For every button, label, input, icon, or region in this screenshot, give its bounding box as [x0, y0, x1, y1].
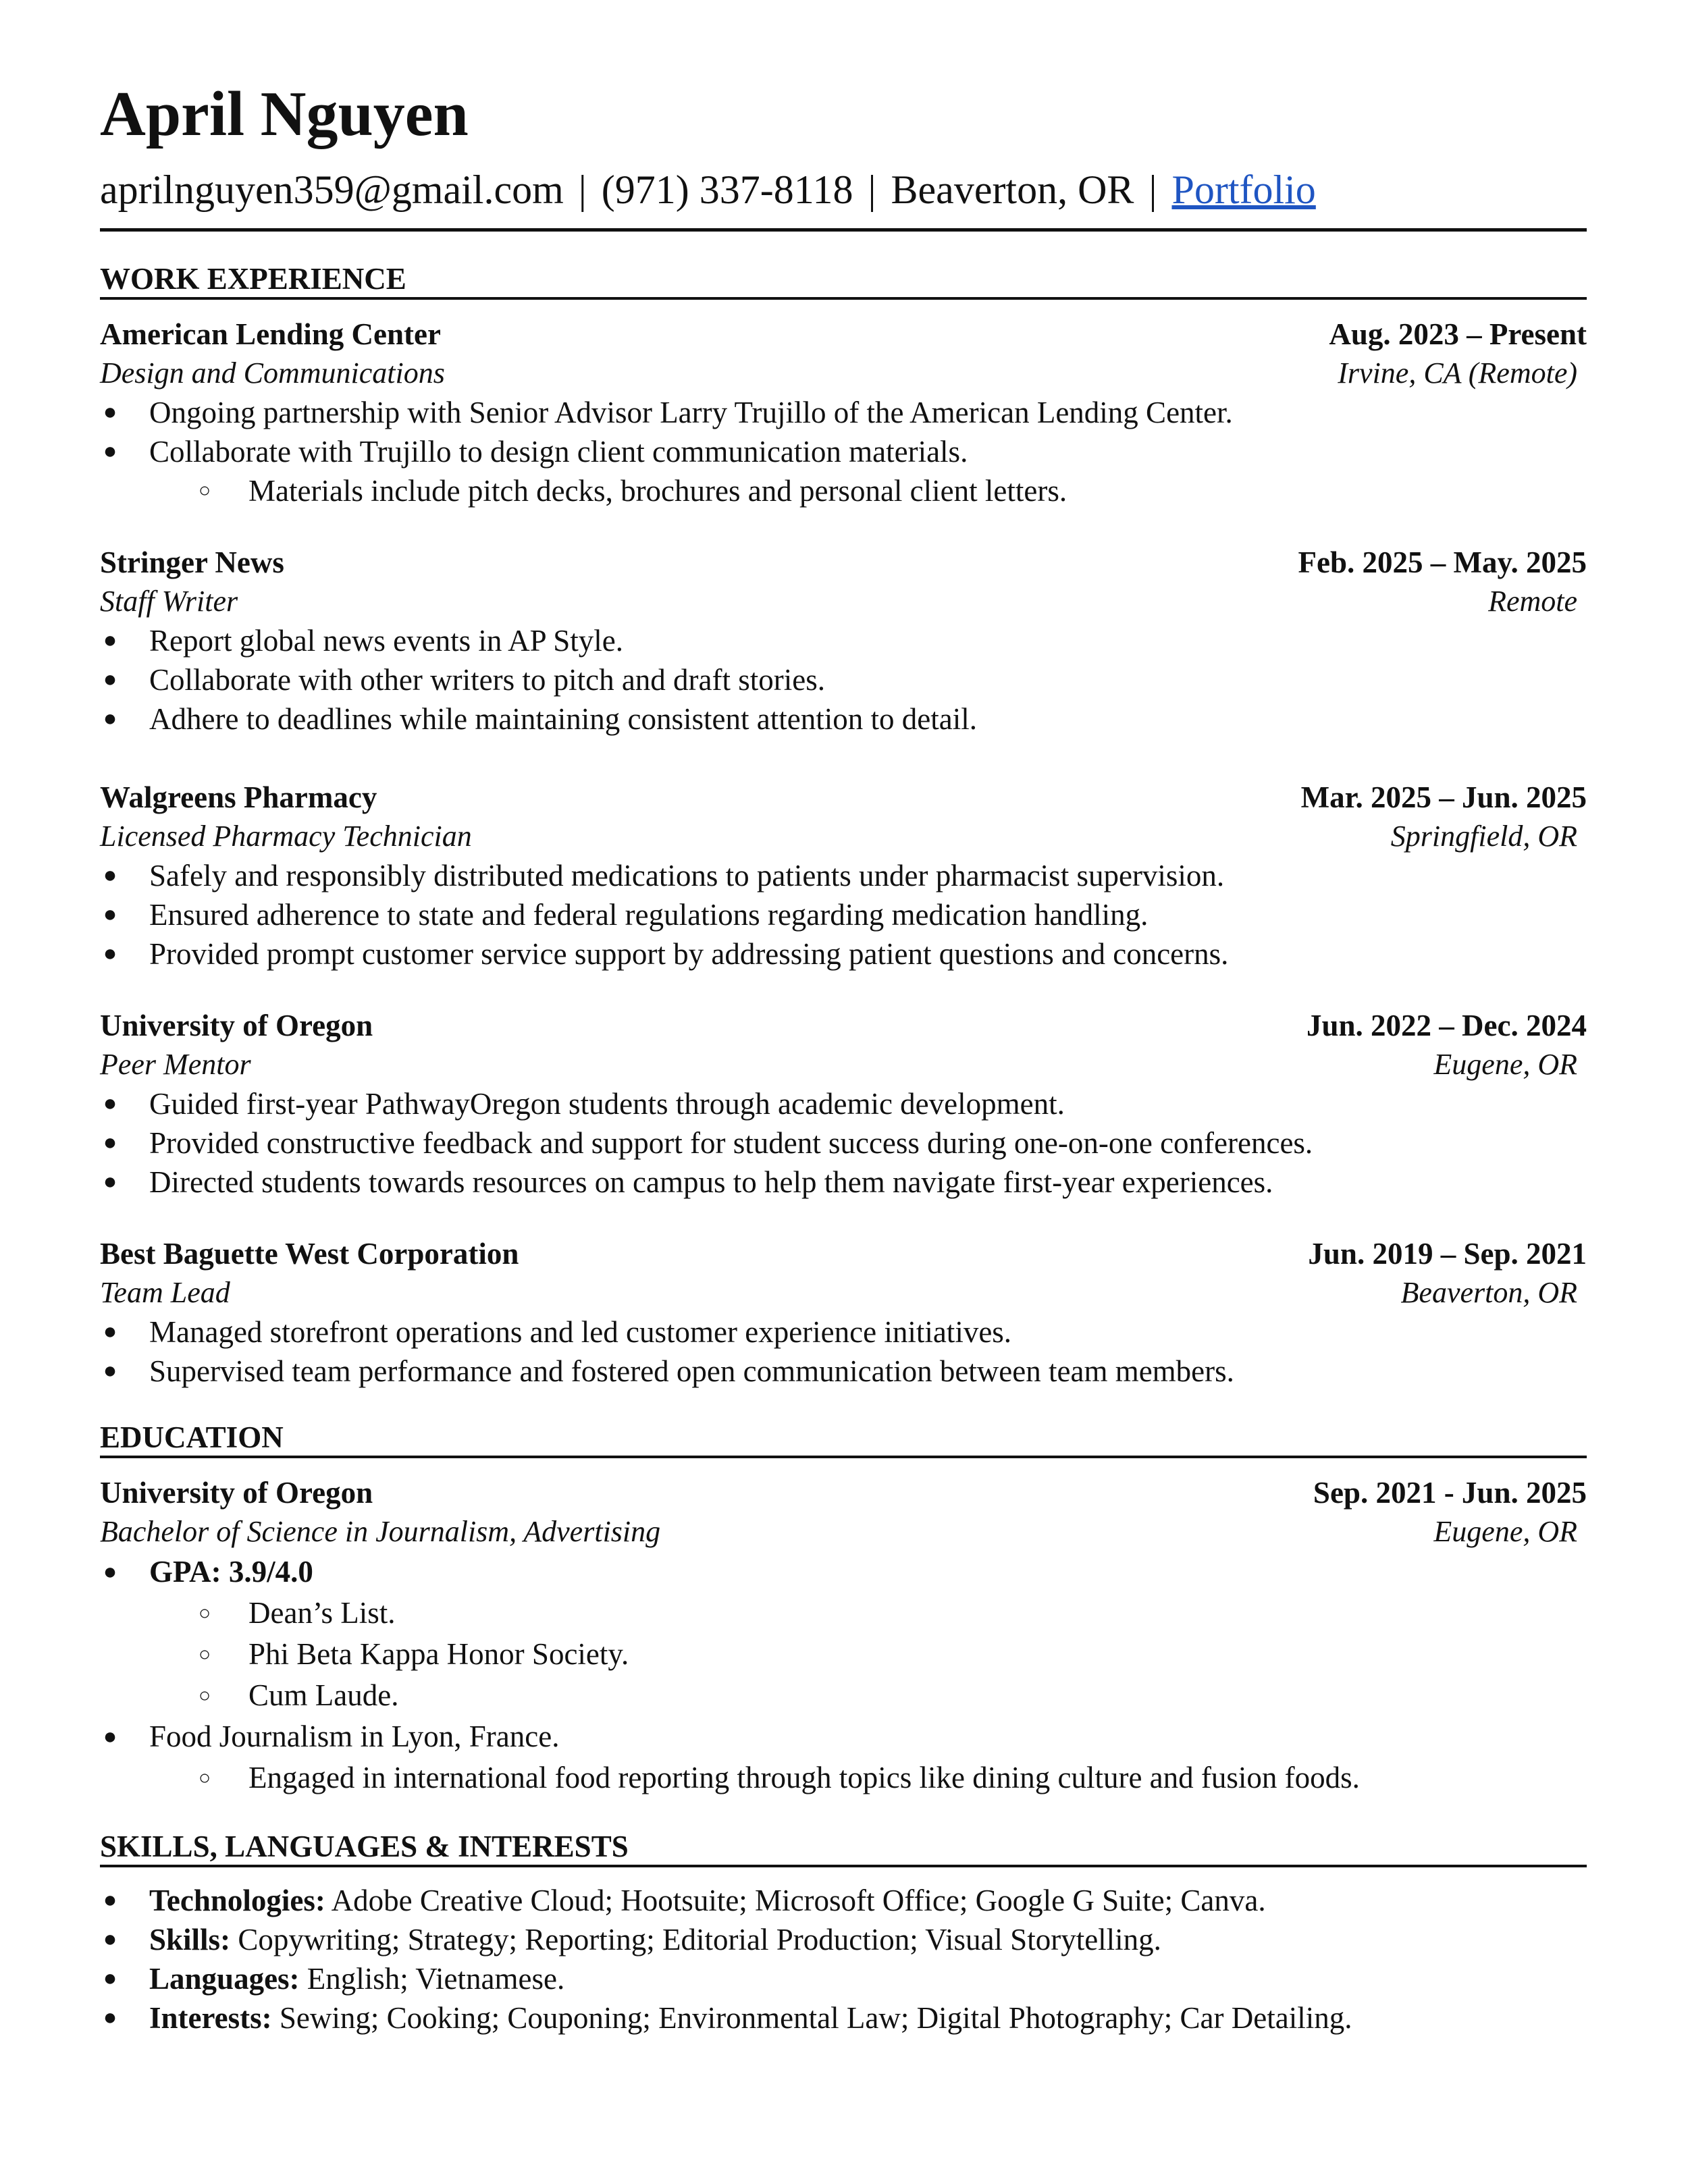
list-item: ● Provided prompt customer service support by addressing patient questions and concerns.	[100, 934, 1587, 974]
entry-subheader	[100, 354, 1587, 393]
list-item: ● Managed storefront operations and led customer experience initiatives.	[100, 1312, 1587, 1352]
skill-item	[100, 1998, 1587, 2037]
date-range: Feb. 2025 – May. 2025	[1298, 545, 1587, 579]
role: Team Lead	[100, 1276, 230, 1309]
entry-header	[100, 1473, 1587, 1512]
sub-list-item: ○ Engaged in international food reporting through topics like dining culture and fusion foods.	[100, 1757, 1587, 1799]
section-title-skills: SKILLS, LANGUAGES & INTERESTS	[100, 1830, 1587, 1867]
work-entry	[100, 778, 1587, 974]
date-range: Sep. 2021 - Jun. 2025	[1313, 1476, 1587, 1510]
gpa: GPA: 3.9/4.0	[149, 1555, 313, 1589]
entry-subheader	[100, 1512, 1587, 1551]
sub-list-item: ○ Phi Beta Kappa Honor Society.	[100, 1634, 1587, 1675]
sub-list-item: ○ Materials include pitch decks, brochures and personal client letters.	[100, 471, 1587, 510]
role: Peer Mentor	[100, 1048, 251, 1081]
bullet-icon: ●	[103, 1966, 117, 1991]
work-entry	[100, 315, 1587, 510]
entry-header	[100, 315, 1587, 354]
phone: (971) 337-8118	[601, 167, 853, 212]
role: Licensed Pharmacy Technician	[100, 820, 472, 853]
entry-header	[100, 543, 1587, 582]
date-range: Mar. 2025 – Jun. 2025	[1300, 780, 1587, 814]
entry-subheader	[100, 1273, 1587, 1312]
bullet-icon: ●	[103, 1319, 117, 1344]
list-item	[100, 1551, 1587, 1593]
section-title-work: WORK EXPERIENCE	[100, 262, 1587, 300]
section-title-education: EDUCATION	[100, 1420, 1587, 1458]
separator: |	[1149, 167, 1157, 212]
bullet-icon: ●	[103, 1560, 117, 1584]
bullet-icon: ●	[103, 439, 117, 464]
list-item: ● Collaborate with Trujillo to design client communication materials.	[100, 432, 1587, 471]
list-item: ● Provided constructive feedback and support for student success during one-on-one conferences.	[100, 1123, 1587, 1163]
company-name: University of Oregon	[100, 1009, 373, 1042]
bullet-icon: ●	[103, 941, 117, 966]
entry-header	[100, 778, 1587, 817]
bullet-icon: ●	[103, 706, 117, 731]
role: Staff Writer	[100, 585, 238, 618]
work-entry	[100, 1234, 1587, 1391]
job-location: Irvine, CA (Remote)	[1338, 356, 1577, 390]
skill-value: Adobe Creative Cloud; Hootsuite; Microsoft Office; Google G Suite; Canva.	[331, 1884, 1266, 1917]
sub-bullet-icon: ○	[198, 1767, 211, 1789]
entry-subheader	[100, 1045, 1587, 1084]
entry-header	[100, 1234, 1587, 1273]
list-item: ● Directed students towards resources on campus to help them navigate first-year experiences.	[100, 1163, 1587, 1202]
header-divider	[100, 228, 1587, 232]
list-item: ● Collaborate with other writers to pitch and draft stories.	[100, 660, 1587, 699]
bullet-icon: ●	[103, 1169, 117, 1194]
list-item: ● Ensured adherence to state and federal regulations regarding medication handling.	[100, 895, 1587, 934]
education-entry	[100, 1473, 1587, 1799]
company-name: American Lending Center	[100, 317, 441, 351]
job-location: Eugene, OR	[1433, 1048, 1577, 1081]
bullet-icon: ●	[103, 863, 117, 888]
bullet-icon: ●	[103, 628, 117, 653]
sub-list-item: ○ Cum Laude.	[100, 1675, 1587, 1716]
company-name: Walgreens Pharmacy	[100, 780, 377, 814]
skill-label: Interests:	[149, 2001, 272, 2035]
bullet-icon: ●	[103, 2005, 117, 2030]
portfolio-link[interactable]: Portfolio	[1171, 167, 1316, 212]
degree: Bachelor of Science in Journalism, Advertising	[100, 1515, 661, 1548]
candidate-name: April Nguyen	[100, 79, 469, 149]
work-entry	[100, 543, 1587, 739]
company-name: Stringer News	[100, 545, 284, 579]
sub-bullet-icon: ○	[198, 479, 211, 502]
skill-value: English; Vietnamese.	[307, 1962, 565, 1996]
skill-label: Languages:	[149, 1962, 300, 1996]
skill-value: Sewing; Cooking; Couponing; Environmental Law; Digital Photography; Car Detailing.	[279, 2001, 1352, 2035]
email: aprilnguyen359@gmail.com	[100, 167, 564, 212]
skill-label: Technologies:	[149, 1884, 325, 1917]
job-location: Beaverton, OR	[1400, 1276, 1577, 1309]
bullet-icon: ●	[103, 1927, 117, 1952]
job-location: Springfield, OR	[1390, 820, 1577, 853]
role: Design and Communications	[100, 356, 445, 390]
date-range: Jun. 2022 – Dec. 2024	[1307, 1009, 1587, 1042]
job-location: Remote	[1488, 585, 1577, 618]
sub-bullet-icon: ○	[198, 1684, 211, 1707]
skill-item	[100, 1881, 1587, 1920]
skill-value: Copywriting; Strategy; Reporting; Editorial Production; Visual Storytelling.	[238, 1923, 1161, 1956]
location: Beaverton, OR	[891, 167, 1134, 212]
company-name: Best Baguette West Corporation	[100, 1237, 519, 1271]
date-range: Jun. 2019 – Sep. 2021	[1308, 1237, 1587, 1271]
bullet-icon: ●	[103, 902, 117, 927]
skills-list	[100, 1881, 1587, 2037]
separator: |	[578, 167, 587, 212]
bullet-icon: ●	[103, 1358, 117, 1383]
bullet-icon: ●	[103, 1130, 117, 1155]
school-name: University of Oregon	[100, 1476, 373, 1510]
school-location: Eugene, OR	[1433, 1515, 1577, 1548]
entry-header	[100, 1006, 1587, 1045]
list-item: ● Safely and responsibly distributed medications to patients under pharmacist supervision.	[100, 856, 1587, 895]
list-item: ● Report global news events in AP Style.	[100, 621, 1587, 660]
bullet-icon: ●	[103, 400, 117, 425]
list-item: ● Ongoing partnership with Senior Advisor Larry Trujillo of the American Lending Center.	[100, 393, 1587, 432]
bullet-icon: ●	[103, 1091, 117, 1116]
skill-item	[100, 1920, 1587, 1959]
bullet-icon: ●	[103, 667, 117, 692]
bullet-icon: ●	[103, 1724, 117, 1749]
list-item: ● Guided first-year PathwayOregon students through academic development.	[100, 1084, 1587, 1123]
list-item: ● Adhere to deadlines while maintaining consistent attention to detail.	[100, 699, 1587, 739]
contact-line	[100, 167, 1316, 212]
sub-bullet-icon: ○	[198, 1643, 211, 1666]
separator: |	[868, 167, 876, 212]
date-range: Aug. 2023 – Present	[1329, 317, 1587, 351]
entry-subheader	[100, 582, 1587, 621]
skill-label: Skills:	[149, 1923, 231, 1956]
sub-list-item: ○ Dean’s List.	[100, 1593, 1587, 1634]
list-item: ● Food Journalism in Lyon, France.	[100, 1716, 1587, 1757]
bullet-icon: ●	[103, 1888, 117, 1913]
entry-subheader	[100, 817, 1587, 856]
skill-item	[100, 1959, 1587, 1998]
work-entry	[100, 1006, 1587, 1202]
sub-bullet-icon: ○	[198, 1602, 211, 1624]
list-item: ● Supervised team performance and fostered open communication between team members.	[100, 1352, 1587, 1391]
